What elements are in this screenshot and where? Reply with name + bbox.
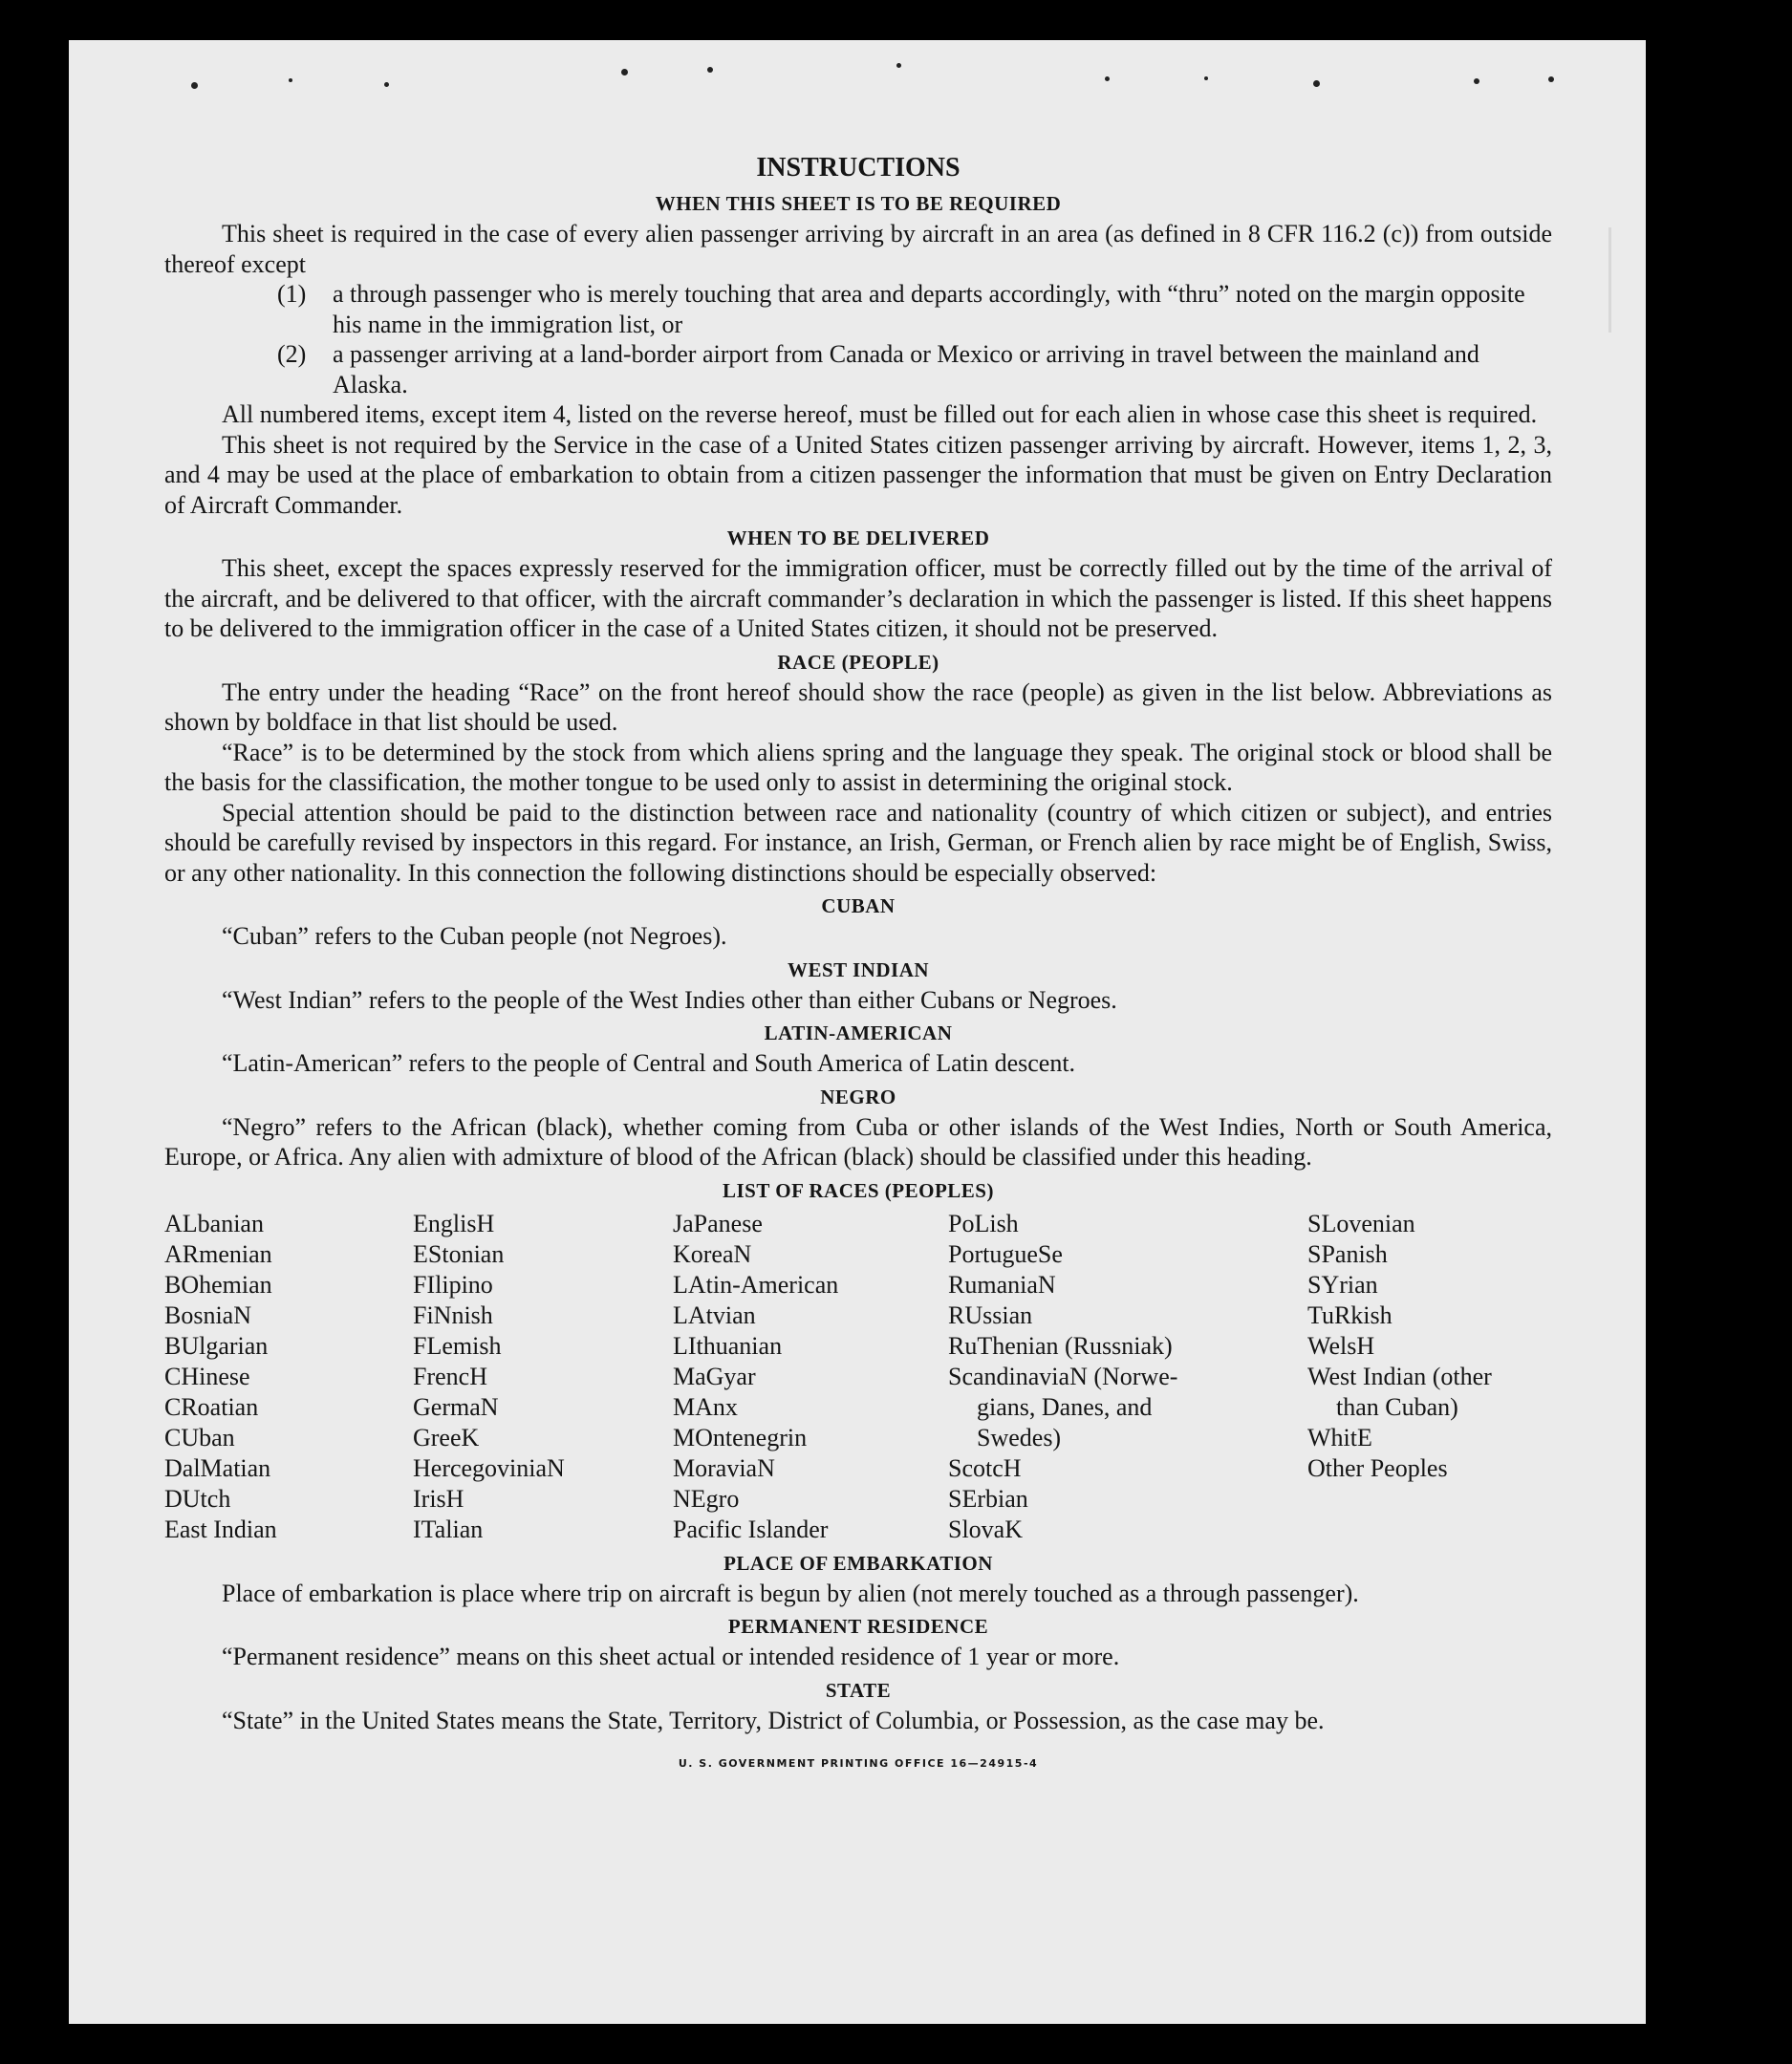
heading-state: STATE (825, 1678, 892, 1702)
scan-speck (1548, 76, 1554, 82)
race-entry: FiNnish (413, 1301, 493, 1329)
race-entry: NEgro (673, 1484, 740, 1513)
race-entry: Swedes) (977, 1423, 1062, 1451)
race-entry: TuRkish (1307, 1301, 1393, 1329)
race-entry: CRoatian (164, 1392, 259, 1421)
race-entry: FIlipino (413, 1270, 493, 1299)
races-column (1307, 1209, 1552, 1545)
race-entry: ScotcH (948, 1453, 1022, 1482)
race-entry: SPanish (1307, 1239, 1388, 1268)
race-entry: SlovaK (948, 1515, 1023, 1543)
races-column (673, 1209, 948, 1545)
heading-west-indian: WEST INDIAN (787, 957, 930, 981)
race-entry: ITalian (413, 1515, 484, 1543)
race-entry: FLemish (413, 1331, 502, 1360)
race-entry: than Cuban) (1336, 1392, 1458, 1421)
race-entry: MAnx (673, 1392, 738, 1421)
race-entry: Other Peoples (1307, 1453, 1448, 1482)
race-entry: ARmenian (164, 1239, 272, 1268)
printer-imprint: U. S. GOVERNMENT PRINTING OFFICE 16—24915-4 (678, 1757, 1039, 1770)
paragraph: This sheet is not required by the Service in the case of a United States citizen passenger arriving by aircraft. However, items 1, 2, 3, and 4 may be used at the place of embarkation to obtain from a citizen passenger the information that must be given on Entry Declaration of Aircraft Commander. (164, 430, 1552, 519)
race-entry: HercegoviniaN (413, 1453, 565, 1482)
paragraph: This sheet, except the spaces expressly reserved for the immigration officer, must be correctly filled out by the time of the arrival of the aircraft, and be delivered to that officer, with the aircraft commander’s declaration in which the passenger is listed. If this sheet happens to be delivered to the immigration officer in the case of a United States citizen, it should not be preserved. (164, 554, 1552, 642)
scan-speck (1474, 78, 1479, 84)
race-entry: ScandinaviaN (Norwe- (948, 1362, 1178, 1390)
heading-negro: NEGRO (820, 1085, 896, 1108)
race-entry: KoreaN (673, 1239, 752, 1268)
race-entry: PortugueSe (948, 1239, 1063, 1268)
scan-speck (1313, 80, 1320, 87)
races-list (164, 1209, 1552, 1545)
heading-race: RACE (PEOPLE) (777, 650, 939, 674)
race-entry: RumaniaN (948, 1270, 1056, 1299)
race-entry: IrisH (413, 1484, 464, 1513)
race-entry: ALbanian (164, 1209, 264, 1237)
race-entry: RUssian (948, 1301, 1033, 1329)
races-column (164, 1209, 413, 1545)
document-page (69, 40, 1646, 2024)
instructions-content (164, 109, 1552, 1779)
race-entry: WhitE (1307, 1423, 1372, 1451)
paragraph: Place of embarkation is place where trip on aircraft is begun by alien (not merely touched as a through passenger). (222, 1579, 1359, 1607)
scan-speck (896, 63, 901, 68)
item-number: (1) (277, 280, 307, 308)
race-entry: SErbian (948, 1484, 1028, 1513)
race-entry: GermaN (413, 1392, 499, 1421)
race-entry: JaPanese (673, 1209, 763, 1237)
page-title: INSTRUCTIONS (756, 153, 961, 183)
race-entry: BOhemian (164, 1270, 272, 1299)
race-entry: gians, Danes, and (977, 1392, 1153, 1421)
scan-speck (289, 78, 292, 82)
heading-list-of-races: LIST OF RACES (PEOPLES) (723, 1178, 994, 1202)
paragraph: The entry under the heading “Race” on the front hereof should show the race (people) as given in the list below. Abbreviations as shown by boldface in that list should be used. (164, 677, 1552, 736)
race-entry: GreeK (413, 1423, 480, 1451)
scan-speck (1204, 76, 1208, 80)
race-entry: West Indian (other (1307, 1362, 1492, 1390)
race-entry: MaGyar (673, 1362, 756, 1390)
race-entry: EStonian (413, 1239, 505, 1268)
paragraph: “Race” is to be determined by the stock from which aliens spring and the language they speak. The original stock or blood shall be the basis for the classification, the mother tongue to be used only to assist in determining the original stock. (164, 738, 1552, 796)
scan-speck (621, 69, 628, 75)
race-entry: BUlgarian (164, 1331, 269, 1360)
paragraph: “Permanent residence” means on this sheet actual or intended residence of 1 year or more. (222, 1643, 1120, 1670)
race-entry: DalMatian (164, 1453, 271, 1482)
race-entry: MoraviaN (673, 1453, 775, 1482)
race-entry: EnglisH (413, 1209, 495, 1237)
scan-speck (191, 82, 198, 89)
race-entry: SLovenian (1307, 1209, 1415, 1237)
paragraph: “West Indian” refers to the people of the West Indies other than either Cubans or Negroes. (222, 985, 1117, 1014)
item-number: (2) (277, 340, 307, 368)
heading-permanent-residence: PERMANENT RESIDENCE (727, 1615, 989, 1638)
race-entry: WelsH (1307, 1331, 1375, 1360)
scan-speck (384, 82, 389, 87)
race-entry: MOntenegrin (673, 1423, 808, 1451)
race-entry: East Indian (164, 1515, 277, 1543)
list-item (277, 339, 1552, 399)
race-entry: Pacific Islander (673, 1515, 829, 1543)
race-entry: BosniaN (164, 1301, 251, 1329)
race-entry: CUban (164, 1423, 235, 1451)
item-text: a through passenger who is merely touching that area and departs accordingly, with “thru” noted on the margin opposite his name in the immigration list, or (333, 280, 1525, 338)
paragraph: “Cuban” refers to the Cuban people (not Negroes). (222, 922, 727, 950)
race-entry: LAtvian (673, 1301, 756, 1329)
scan-speck (1105, 76, 1110, 81)
heading-latin-american: LATIN-AMERICAN (764, 1021, 953, 1044)
item-text: a passenger arriving at a land-border airport from Canada or Mexico or arriving in travel between the mainland and Alaska. (333, 340, 1479, 398)
race-entry: CHinese (164, 1362, 250, 1390)
heading-when-delivered: WHEN TO BE DELIVERED (726, 527, 990, 549)
paragraph: “Latin-American” refers to the people of Central and South America of Latin descent. (222, 1049, 1076, 1077)
race-entry: DUtch (164, 1484, 231, 1513)
scan-speck (707, 67, 713, 73)
paragraph: Special attention should be paid to the distinction between race and nationality (country of which citizen or subject), and entries should be carefully revised by inspectors in this regard. For instance, an Irish, German, or French alien by race might be of English, Swiss, or any other nationality. In this connection the following distinctions should be especially observed: (164, 798, 1552, 887)
race-entry: FrencH (413, 1362, 487, 1390)
races-column (413, 1209, 673, 1545)
race-entry: SYrian (1307, 1270, 1378, 1299)
heading-cuban: CUBAN (821, 894, 896, 917)
races-column (948, 1209, 1307, 1545)
paragraph: “Negro” refers to the African (black), whether coming from Cuba or other islands of the West Indies, North or South America, Europe, or Africa. Any alien with admixture of blood of the African (black) should be classified under this heading. (164, 1112, 1552, 1171)
race-entry: LIthuanian (673, 1331, 783, 1360)
paragraph: This sheet is required in the case of every alien passenger arriving by aircraft in an area (as defined in 8 CFR 116.2 (c)) from outside thereof except (164, 220, 1552, 278)
race-entry: LAtin-American (673, 1270, 839, 1299)
scan-artifact-bar (1608, 227, 1611, 333)
paragraph: “State” in the United States means the State, Territory, District of Columbia, or Possession, as the case may be. (222, 1706, 1325, 1734)
race-entry: PoLish (948, 1209, 1019, 1237)
list-item (277, 279, 1552, 339)
heading-place-of-embarkation: PLACE OF EMBARKATION (723, 1551, 993, 1575)
race-entry: RuThenian (Russniak) (948, 1331, 1173, 1360)
paragraph: All numbered items, except item 4, listed on the reverse hereof, must be filled out for each alien in whose case this sheet is required. (222, 400, 1538, 428)
heading-when-required: WHEN THIS SHEET IS TO BE REQUIRED (655, 192, 1062, 215)
